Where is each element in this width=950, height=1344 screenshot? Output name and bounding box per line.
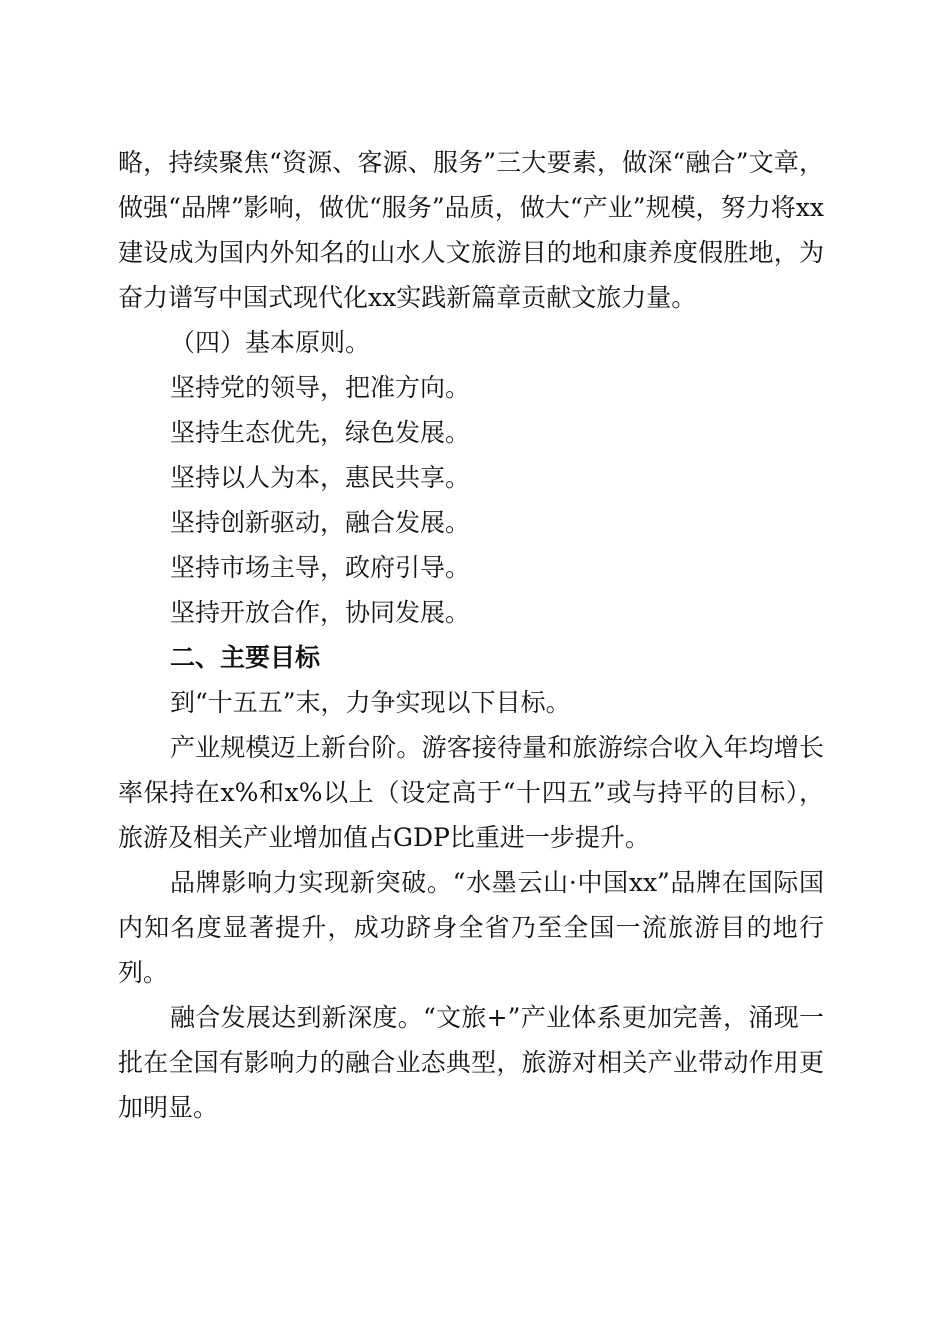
subheading-basic-principles: （四）基本原则。 xyxy=(170,328,371,357)
principle-item: 坚持市场主导，政府引导。 xyxy=(170,553,471,582)
principle-item: 坚持开放合作，协同发展。 xyxy=(170,598,471,627)
goals-intro: 到“十五五”末，力争实现以下目标。 xyxy=(170,688,571,717)
goal-integrated-development: 融合发展达到新深度。“文旅+”产业体系更加完善，涌现一批在全国有影响力的融合业态典型，旅游对相关产业带动作用更加明显。 xyxy=(118,1003,824,1122)
goal-industry-scale: 产业规模迈上新台阶。游客接待量和旅游综合收入年均增长率保持在x%和x%以上（设定高于“十四五”或与持平的目标），旅游及相关产业增加值占GDP比重进一步提升。 xyxy=(118,733,824,852)
principle-item: 坚持党的领导，把准方向。 xyxy=(170,373,471,402)
section-heading-main-goals: 二、主要目标 xyxy=(170,643,321,672)
document-body xyxy=(118,140,824,1130)
principle-item: 坚持生态优先，绿色发展。 xyxy=(170,418,471,447)
principle-item: 坚持创新驱动，融合发展。 xyxy=(170,508,471,537)
paragraph-continuation: 略，持续聚焦“资源、客源、服务”三大要素，做深“融合”文章，做强“品牌”影响，做优“服务”品质，做大“产业”规模，努力将xx建设成为国内外知名的山水人文旅游目的地和康养度假胜地，为奋力谱写中国式现代化xx实践新篇章贡献文旅力量。 xyxy=(118,148,824,312)
goal-brand-influence: 品牌影响力实现新突破。“水墨云山·中国xx”品牌在国际国内知名度显著提升，成功跻身全省乃至全国一流旅游目的地行列。 xyxy=(118,868,824,987)
principle-item: 坚持以人为本，惠民共享。 xyxy=(170,463,471,492)
